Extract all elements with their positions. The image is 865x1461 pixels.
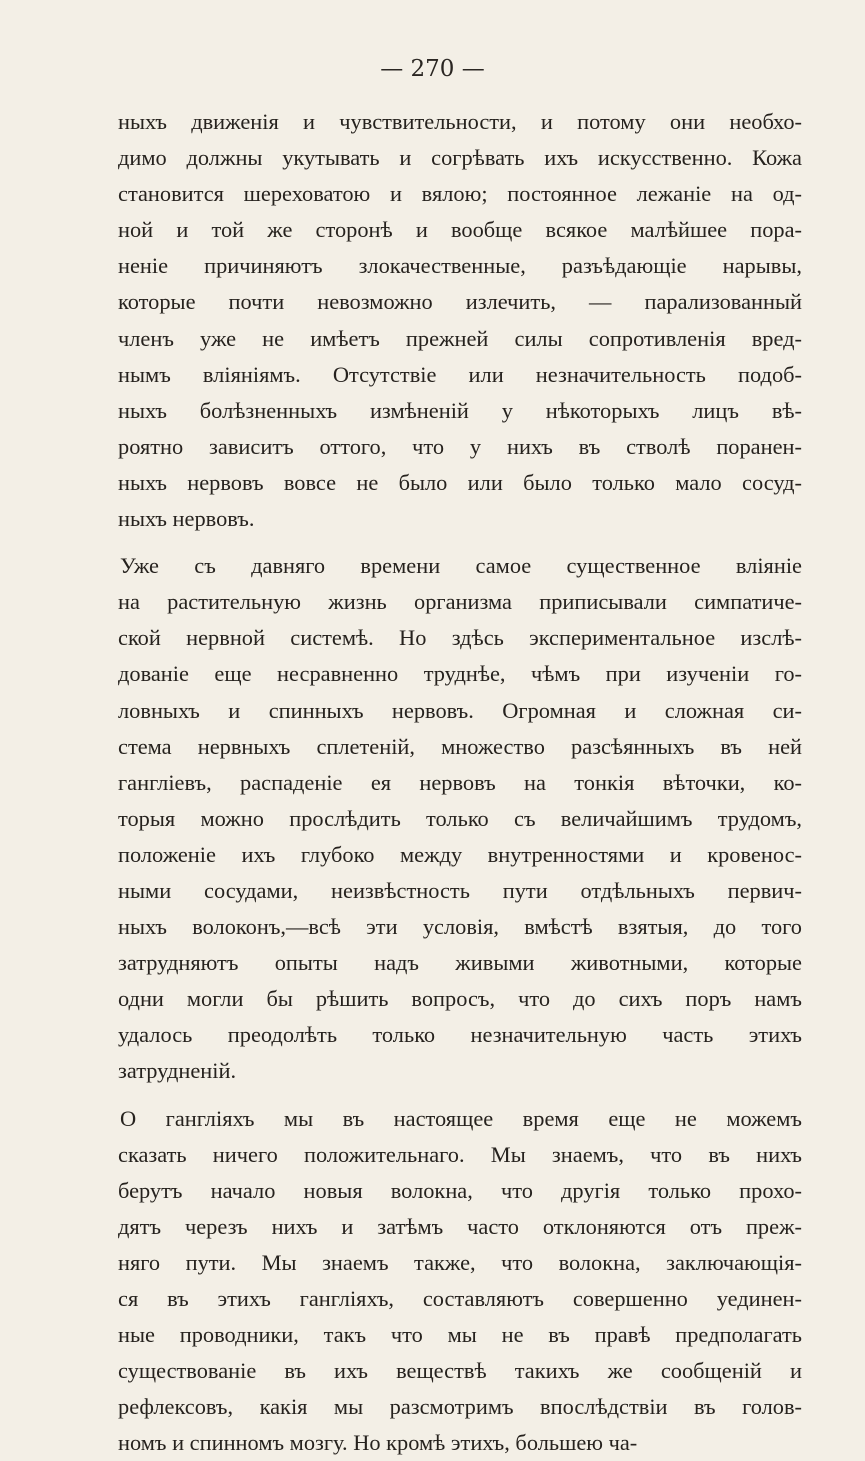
text-line: ской нервной системѣ. Но здѣсь экспериментальное изслѣ- <box>118 625 802 651</box>
text-line: затрудненій. <box>118 1058 237 1084</box>
text-line: ными сосудами, неизвѣстность пути отдѣльныхъ первич- <box>118 877 802 903</box>
text-line: торыя можно прослѣдить только съ величайшимъ трудомъ, <box>118 805 802 831</box>
paragraph <box>118 1101 802 1461</box>
text-line: удалось преодолѣть только незначительную часть этихъ <box>118 1022 802 1048</box>
text-line: рефлексовъ, какія мы разсмотримъ впослѣдствіи въ голов- <box>118 1394 802 1420</box>
text-line: членъ уже не имѣетъ прежней силы сопротивленія вред- <box>118 325 802 351</box>
text-line: ныхъ волоконъ,—всѣ эти условія, вмѣстѣ взятыя, до того <box>118 914 802 940</box>
text-line: номъ и спинномъ мозгу. Но кромѣ этихъ, большею ча- <box>118 1430 638 1456</box>
paragraph <box>118 548 802 1089</box>
text-line: гангліевъ, распаденіе ея нервовъ на тонкія вѣточки, ко- <box>118 769 802 795</box>
text-line: сказать ничего положительнаго. Мы знаемъ, что въ нихъ <box>118 1141 802 1167</box>
text-line: которые почти невозможно излечить, — парализованный <box>118 289 802 315</box>
paragraph-gap <box>118 537 802 548</box>
text-line: ныхъ болѣзненныхъ измѣненій у нѣкоторыхъ лицъ вѣ- <box>118 397 802 423</box>
paragraph-gap <box>118 1090 802 1101</box>
text-line: стема нервныхъ сплетеній, множество разсѣянныхъ въ ней <box>118 733 802 759</box>
text-line: няго пути. Мы знаемъ также, что волокна, заключающія- <box>118 1249 802 1275</box>
text-line: ныхъ нервовъ. <box>118 506 255 532</box>
page-number: — 270 — <box>380 56 485 82</box>
text-line: становится шереховатою и вялою; постоянное лежаніе на од- <box>118 181 802 207</box>
text-line: дованіе еще несравненно труднѣе, чѣмъ при изученіи го- <box>118 661 802 687</box>
text-line: О гангліяхъ мы въ настоящее время еще не можемъ <box>120 1105 802 1131</box>
text-line: одни могли бы рѣшить вопросъ, что до сихъ поръ намъ <box>118 986 802 1012</box>
text-line: ловныхъ и спинныхъ нервовъ. Огромная и сложная си- <box>118 697 802 723</box>
text-line: ной и той же сторонѣ и вообще всякое малѣйшее пора- <box>118 217 802 243</box>
text-line: положеніе ихъ глубоко между внутренностями и кровенос- <box>118 841 802 867</box>
text-line: неніе причиняютъ злокачественные, разъѣдающіе нарывы, <box>118 253 802 279</box>
text-line: затрудняютъ опыты надъ живыми животными, которые <box>118 950 802 976</box>
text-line: ся въ этихъ гангліяхъ, составляютъ совершенно уединен- <box>118 1286 802 1311</box>
text-line: роятно зависитъ оттого, что у нихъ въ стволѣ поранен- <box>118 433 802 459</box>
text-line: берутъ начало новыя волокна, что другія только прохо- <box>118 1177 802 1203</box>
text-line: ныхъ движенія и чувствительности, и потому они необхо- <box>118 109 802 134</box>
text-line: ные проводники, такъ что мы не въ правѣ предполагать <box>118 1322 802 1348</box>
text-line: Уже съ давняго времени самое существенное вліяніе <box>120 553 802 579</box>
text-line: ныхъ нервовъ вовсе не было или было только мало сосуд- <box>118 469 802 495</box>
text-line: нымъ вліяніямъ. Отсутствіе или незначительность подоб- <box>118 361 802 387</box>
body-text <box>118 104 802 1461</box>
paragraph <box>118 104 802 537</box>
text-line: дятъ черезъ нихъ и затѣмъ часто отклоняются отъ преж- <box>118 1213 802 1239</box>
text-line: на растительную жизнь организма приписывали симпатиче- <box>118 589 802 615</box>
text-line: димо должны укутывать и согрѣвать ихъ искусственно. Кожа <box>118 145 802 171</box>
text-line: существованіе въ ихъ веществѣ такихъ же сообщеній и <box>118 1358 802 1384</box>
